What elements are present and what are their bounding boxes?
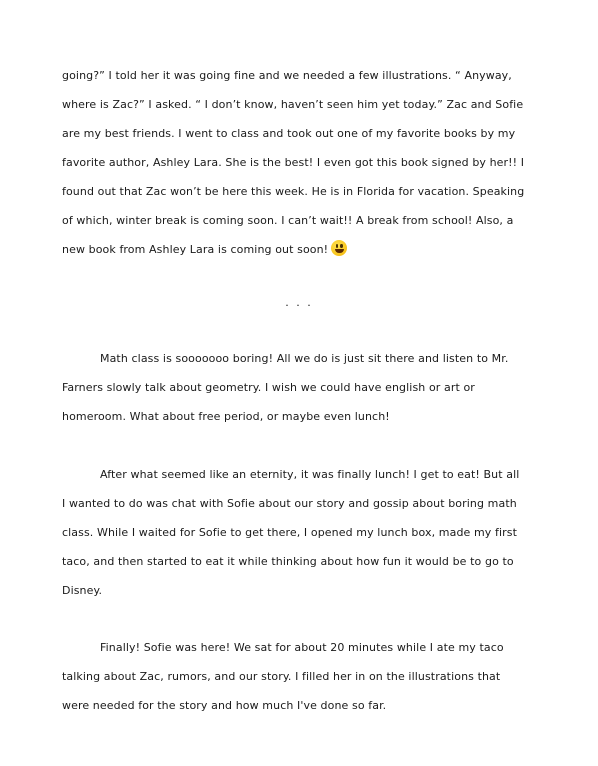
paragraph-line: taco, and then started to eat it while thinking about how fun it would be to go to (62, 555, 514, 568)
paragraph-line: going?” I told her it was going fine and we needed a few illustrations. “ Anyway, (62, 69, 512, 82)
paragraph-line: found out that Zac won’t be here this week. He is in Florida for vacation. Speaking (62, 185, 525, 198)
paragraph-line-text: new book from Ashley Lara is coming out soon! (62, 243, 329, 256)
paragraph-line: favorite author, Ashley Lara. She is the best! I even got this book signed by her!! I (62, 156, 525, 169)
paragraph-line: Math class is sooooooo boring! All we do is just sit there and listen to Mr. (100, 352, 509, 365)
paragraph-line: were needed for the story and how much I've done so far. (62, 699, 387, 712)
paragraph-line: I wanted to do was chat with Sofie about our story and gossip about boring math (62, 497, 517, 510)
paragraph-line: talking about Zac, rumors, and our story. I filled her in on the illustrations that (62, 670, 501, 683)
section-separator: . . . (285, 296, 313, 309)
paragraph-line: Finally! Sofie was here! We sat for about 20 minutes while I ate my taco (100, 641, 504, 654)
paragraph-line: homeroom. What about free period, or maybe even lunch! (62, 410, 390, 423)
paragraph-line: After what seemed like an eternity, it was finally lunch! I get to eat! But all (100, 468, 520, 481)
paragraph-line: Farners slowly talk about geometry. I wish we could have english or art or (62, 381, 475, 394)
paragraph-line: are my best friends. I went to class and took out one of my favorite books by my (62, 127, 516, 140)
paragraph-last-line (62, 240, 347, 260)
paragraph-line: where is Zac?” I asked. “ I don’t know, haven’t seen him yet today.” Zac and Sofie (62, 98, 524, 111)
paragraph-line: Disney. (62, 584, 103, 597)
grinning-face-icon (331, 240, 347, 256)
paragraph-line: class. While I waited for Sofie to get there, I opened my lunch box, made my first (62, 526, 518, 539)
paragraph-line: of which, winter break is coming soon. I can’t wait!! A break from school! Also, a (62, 214, 514, 227)
